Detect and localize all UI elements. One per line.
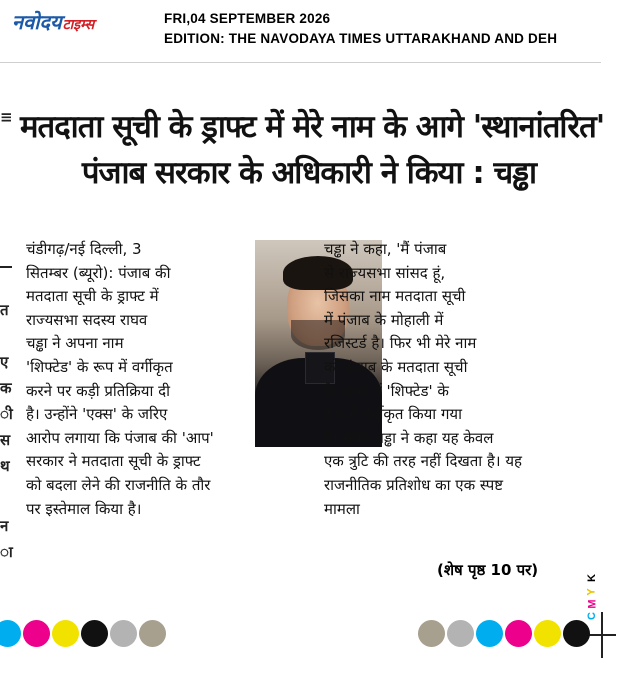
body-line: से राज्यसभा सांसद हूं, (324, 263, 446, 282)
edition-line: EDITION: THE NAVODAYA TIMES UTTARAKHAND AND DEH (164, 31, 558, 46)
date-line: FRI,04 SEPTEMBER 2026 (164, 11, 331, 26)
body-line: सितम्बर (ब्यूरो): पंजाब की (26, 263, 171, 282)
headline-line-2: पंजाब सरकार के अधिकारी ने किया : चड्ढा (81, 155, 537, 191)
body-line: जिसका नाम मतदाता सूची (324, 287, 466, 306)
registration-mark-horizontal (588, 634, 616, 636)
sliver-char: क (0, 379, 12, 397)
sliver-char: ी (0, 405, 13, 423)
body-line: है। उन्होंने 'एक्स' के जरिए (26, 405, 168, 424)
body-line: पर इस्तेमाल किया है। (26, 499, 142, 518)
sliver-char: त (0, 301, 9, 319)
registration-color-dot (418, 620, 445, 647)
registration-color-dot (52, 620, 79, 647)
page-header (0, 0, 617, 50)
body-line: है। राघव चड्ढा ने कहा यह केवल (324, 428, 494, 447)
registration-color-dot (476, 620, 503, 647)
sliver-char: थ (0, 457, 10, 475)
logo-secondary: टाइम्स (62, 17, 95, 33)
cmyk-letter-m: M (586, 599, 599, 609)
body-line: रूप में वर्गीकृत किया गया (324, 405, 462, 424)
body-line: चड्ढा ने कहा, 'मैं पंजाब (324, 240, 447, 258)
cmyk-letter-k: K (585, 574, 598, 582)
newspaper-logo[interactable] (12, 8, 94, 35)
cmyk-letter-c: C (585, 612, 598, 620)
registration-color-dot (23, 620, 50, 647)
body-line: को पंजाब के मतदाता सूची (324, 357, 468, 376)
body-line: करने पर कड़ी प्रतिक्रिया दी (26, 381, 170, 400)
body-line: रजिस्टर्ड है। फिर भी मेरे नाम (324, 334, 477, 353)
logo-primary: नवोदय (12, 10, 62, 34)
body-line: 'शिफ्टेड' के रूप में वर्गीकृत (26, 357, 173, 376)
registration-color-dot (81, 620, 108, 647)
body-line: चड्ढा ने अपना नाम (26, 334, 124, 353)
registration-color-dot (505, 620, 532, 647)
sliver-char: ए (0, 353, 9, 371)
body-line: आरोप लगाया कि पंजाब की 'आप' (26, 428, 214, 447)
cmyk-letter-y: Y (585, 588, 598, 596)
color-bar-left (0, 620, 170, 648)
registration-color-dot (139, 620, 166, 647)
body-line: सरकार ने मतदाता सूची के ड्राफ्ट (26, 452, 201, 471)
body-line: के ड्राफ्ट में 'शिफ्टेड' के (324, 381, 449, 400)
registration-color-dot (534, 620, 561, 647)
body-line: एक त्रुटि की तरह नहीं दिखता है। यह (324, 452, 523, 471)
headline-line-1: मतदाता सूची के ड्राफ्ट में मेरे नाम के आगे 'स्थानांतरित' (20, 109, 605, 145)
sliver-rule (0, 266, 12, 268)
body-line: को बदला लेने की राजनीति के तौर (26, 475, 211, 494)
sliver-char: ा (0, 543, 13, 561)
article-headline (20, 104, 605, 196)
body-line: राजनीतिक प्रतिशोध का एक स्पष्ट (324, 475, 504, 494)
registration-color-dot (447, 620, 474, 647)
registration-color-dot (110, 620, 137, 647)
registration-color-dot (0, 620, 21, 647)
continued-on-page-note[interactable]: (शेष पृष्ठ 10 पर) (437, 561, 539, 579)
article-column-2 (324, 238, 586, 521)
adjacent-column-sliver (0, 62, 14, 602)
bottom-margin (0, 658, 617, 691)
sliver-char: ≡ (0, 108, 13, 126)
registration-color-dot (563, 620, 590, 647)
sliver-char: न (0, 517, 9, 535)
cmyk-label (586, 560, 602, 620)
body-line: मामला (324, 499, 360, 518)
sliver-char: स (0, 431, 11, 449)
color-bar-right (418, 620, 588, 648)
body-line: राज्यसभा सदस्य राघव (26, 310, 148, 329)
body-line: चंडीगढ़/नई दिल्ली, 3 (26, 240, 142, 258)
body-line: में पंजाब के मोहाली में (324, 310, 444, 329)
article-column-1 (26, 238, 244, 521)
body-line: मतदाता सूची के ड्राफ्ट में (26, 287, 159, 306)
